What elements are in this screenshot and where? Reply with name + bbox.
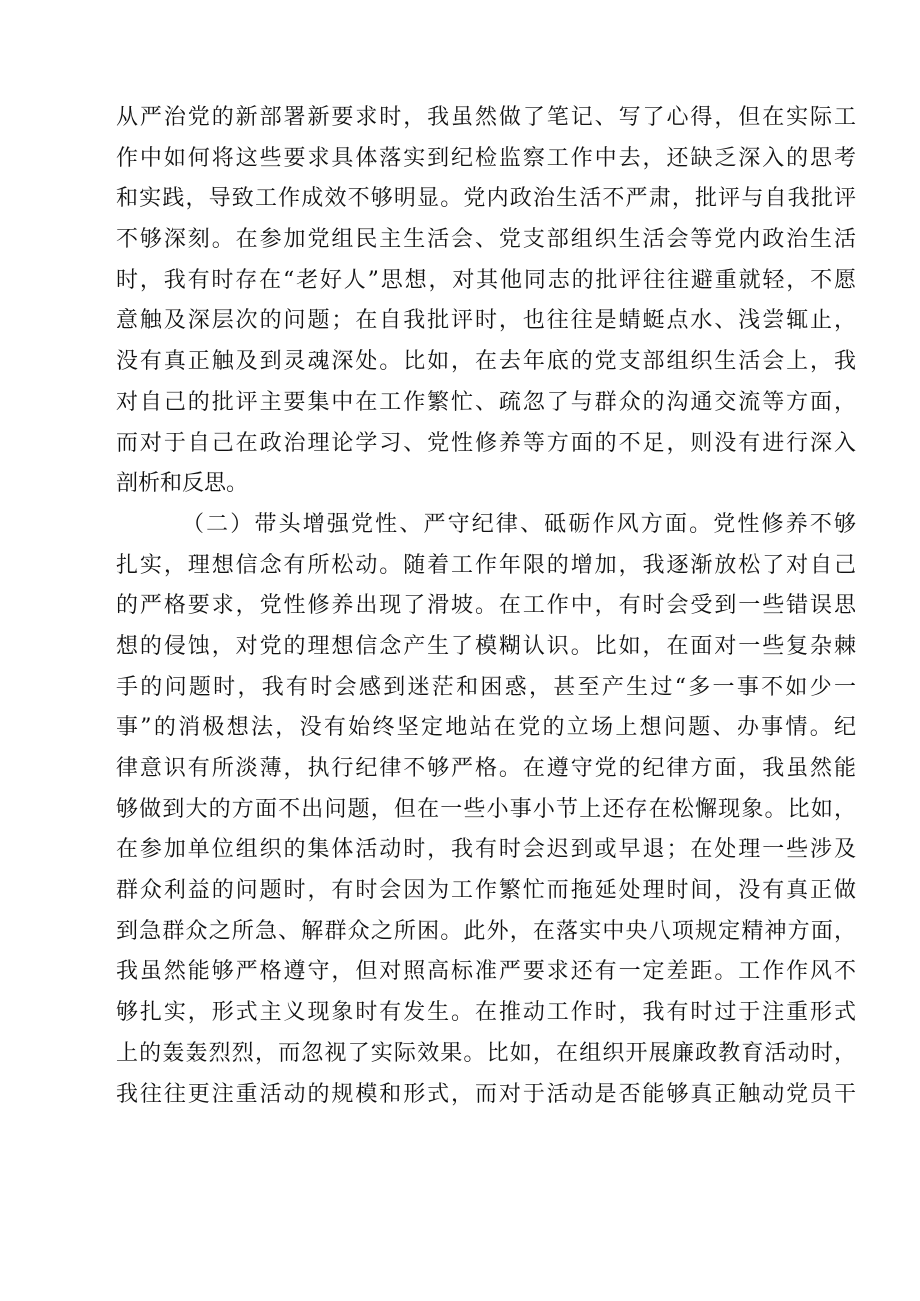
text-line: 够扎实，形式主义现象时有发生。在推动工作时，我有时过于注重形式 — [116, 1000, 856, 1026]
text-line: 剖析和反思。 — [116, 471, 249, 497]
text-line: 够做到大的方面不出问题，但在一些小事小节上还存在松懈现象。比如， — [116, 796, 856, 822]
text-line: 意触及深层次的问题；在自我批评时，也往往是蜻蜓点水、浅尝辄止， — [116, 308, 856, 334]
text-line: 手的问题时，我有时会感到迷茫和困惑，甚至产生过“多一事不如少一 — [116, 674, 856, 700]
text-line: 到急群众之所急、解群众之所困。此外，在落实中央八项规定精神方面， — [116, 918, 856, 944]
text-line: 我往往更注重活动的规模和形式，而对于活动是否能够真正触动党员干 — [116, 1081, 856, 1107]
text-line: 的严格要求，党性修养出现了滑坡。在工作中，有时会受到一些错误思 — [116, 593, 856, 619]
text-line: 从严治党的新部署新要求时，我虽然做了笔记、写了心得，但在实际工 — [116, 105, 856, 130]
section-heading-line: （二）带头增强党性、严守纪律、砥砺作风方面。党性修养不够 — [182, 511, 856, 537]
text-line: 事”的消极想法，没有始终坚定地站在党的立场上想问题、办事情。纪 — [116, 715, 856, 741]
text-line: 不够深刻。在参加党组民主生活会、党支部组织生活会等党内政治生活 — [116, 227, 856, 253]
document-body — [116, 98, 856, 1115]
text-line: 扎实，理想信念有所松动。随着工作年限的增加，我逐渐放松了对自己 — [116, 552, 856, 578]
paragraph-1 — [116, 98, 856, 505]
text-line: 和实践，导致工作成效不够明显。党内政治生活不严肃，批评与自我批评 — [116, 186, 856, 212]
text-line: 上的轰轰烈烈，而忽视了实际效果。比如，在组织开展廉政教育活动时， — [116, 1040, 856, 1066]
text-line: 时，我有时存在“老好人”思想，对其他同志的批评往往避重就轻，不愿 — [116, 267, 856, 293]
paragraph-2 — [116, 505, 856, 1115]
text-line: 作中如何将这些要求具体落实到纪检监察工作中去，还缺乏深入的思考 — [116, 145, 856, 171]
text-line: 我虽然能够严格遵守，但对照高标准严要求还有一定差距。工作作风不 — [116, 959, 856, 985]
text-line: 律意识有所淡薄，执行纪律不够严格。在遵守党的纪律方面，我虽然能 — [116, 756, 856, 781]
text-line: 而对于自己在政治理论学习、党性修养等方面的不足，则没有进行深入 — [116, 430, 856, 456]
text-line: 对自己的批评主要集中在工作繁忙、疏忽了与群众的沟通交流等方面， — [116, 389, 856, 415]
text-line: 想的侵蚀，对党的理想信念产生了模糊认识。比如，在面对一些复杂棘 — [116, 633, 856, 659]
text-line: 在参加单位组织的集体活动时，我有时会迟到或早退；在处理一些涉及 — [116, 837, 856, 863]
text-line: 群众利益的问题时，有时会因为工作繁忙而拖延处理时间，没有真正做 — [116, 878, 856, 904]
text-line: 没有真正触及到灵魂深处。比如，在去年底的党支部组织生活会上，我 — [116, 349, 856, 375]
